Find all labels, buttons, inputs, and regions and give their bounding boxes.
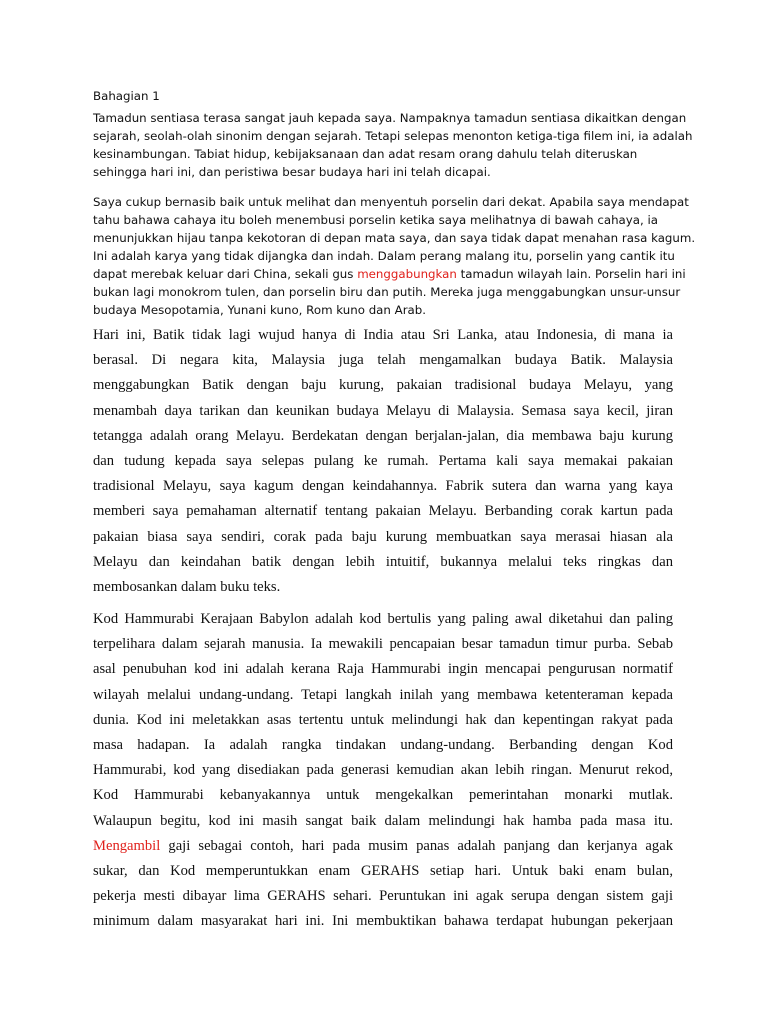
text-line: minimum dalam masyarakat hari ini. Ini membuktikan bahawa terdapat hubungan pekerjaan [93, 913, 673, 930]
text-run: gaji sebagai contoh, hari pada musim panas adalah panjang dan kerjanya agak [160, 837, 673, 854]
text-line: membosankan dalam buku teks. [93, 579, 281, 596]
text-line: masa hadapan. Ia adalah rangka tindakan undang-undang. Berbanding dengan Kod [93, 737, 673, 754]
text-line: Ini adalah karya yang tidak dijangka dan indah. Dalam perang malang itu, porselin yang cantik itu [93, 249, 675, 263]
text-line: Melayu dan keindahan batik dengan lebih intuitif, bukannya melalui teks ringkas dan [93, 553, 673, 570]
paragraph-porcelain [93, 193, 696, 319]
text-line: sejarah, seolah-olah sinonim dengan sejarah. Tetapi selepas menonton ketiga-tiga filem ini, ia adalah [93, 129, 693, 143]
section-heading: Bahagian 1 [93, 89, 160, 103]
text-line: Hari ini, Batik tidak lagi wujud hanya di India atau Sri Lanka, atau Indonesia, di mana ia [93, 327, 673, 343]
text-line: Walaupun begitu, kod ini masih sangat baik dalam melindungi hak hamba pada masa itu. [93, 812, 673, 829]
text-line: Kod Hammurabi kebanyakannya untuk mengekalkan pemerintahan monarki mutlak. [93, 787, 673, 804]
text-line: bukan lagi monokrom tulen, dan porselin biru dan putih. Mereka juga menggabungkan unsur-unsur [93, 285, 681, 299]
text-line: budaya Mesopotamia, Yunani kuno, Rom kuno dan Arab. [93, 303, 427, 317]
text-line: menunjukkan hijau tanpa kekotoran di depan mata saya, dan saya tidak dapat menahan rasa kagum. [93, 231, 696, 245]
text-line: pakaian biasa saya sendiri, corak pada baju kurung membuatkan saya merasai hiasan ala [93, 528, 673, 545]
text-line [93, 834, 673, 859]
text-line: menambah daya tarikan dan keunikan budaya Melayu di Malaysia. Semasa saya kecil, jiran [93, 402, 673, 419]
text-line: dunia. Kod ini meletakkan asas tertentu untuk melindungi hak dan kepentingan rakyat pada [93, 711, 673, 728]
text-line: Kod Hammurabi Kerajaan Babylon adalah kod bertulis yang paling awal diketahui dan paling [93, 611, 673, 627]
text-run: tamadun wilayah lain. Porselin hari ini [456, 267, 686, 281]
text-line: tahu bahawa cahaya itu boleh menembusi porselin ketika saya melihatnya di bawah cahaya, ia [93, 213, 659, 227]
text-line: pekerja mesti dibayar lima GERAHS sehari. Peruntukan ini agak serupa dengan sistem gaji [93, 888, 673, 905]
text-line: kesinambungan. Tabiat hidup, kebijaksanaan dan adat resam orang dahulu telah diteruskan [93, 147, 638, 161]
paragraph-hammurabi [93, 607, 673, 935]
highlighted-word: Mengambil [93, 837, 161, 854]
text-line: Hammurabi, kod yang disediakan pada generasi kemudian akan lebih ringan. Menurut rekod, [93, 762, 673, 779]
text-line: sukar, dan Kod memperuntukkan enam GERAHS setiap hari. Untuk baki enam bulan, [93, 863, 673, 880]
text-line: asal penubuhan kod ini adalah kerana Raja Hammurabi ingin mencapai pengurusan normatif [93, 661, 673, 678]
text-line: Tamadun sentiasa terasa sangat jauh kepada saya. Nampaknya tamadun sentiasa dikaitkan dengan [93, 111, 687, 125]
highlighted-word: menggabungkan [357, 267, 457, 281]
text-line: Saya cukup bernasib baik untuk melihat dan menyentuh porselin dari dekat. Apabila saya mendapat [93, 195, 689, 209]
text-line: menggabungkan Batik dengan baju kurung, pakaian tradisional budaya Melayu, yang [93, 377, 673, 394]
text-line: tetangga adalah orang Melayu. Berdekatan dengan berjalan-jalan, dia membawa baju kurung [93, 427, 673, 444]
text-line: memberi saya pemahaman alternatif tentang pakaian Melayu. Berbanding corak kartun pada [93, 503, 673, 520]
text-line: dan tudung kepada saya selepas pulang ke rumah. Pertama kali saya memakai pakaian [93, 453, 673, 470]
paragraph-batik [93, 323, 673, 600]
paragraph-civilization-intro [93, 109, 693, 181]
text-line: tradisional Melayu, saya kagum dengan keindahannya. Fabrik sutera dan warna yang kaya [93, 478, 673, 495]
text-line: sehingga hari ini, dan peristiwa besar budaya hari ini telah dicapai. [93, 165, 491, 179]
text-line: berasal. Di negara kita, Malaysia juga telah mengamalkan budaya Batik. Malaysia [93, 352, 673, 369]
text-line: wilayah melalui undang-undang. Tetapi langkah inilah yang membawa ketenteraman kepada [93, 686, 673, 703]
text-line: terpelihara dalam sejarah manusia. Ia mewakili pencapaian besar tamadun timur purba. Sebab [93, 636, 673, 653]
text-run: dapat merebak keluar dari China, sekali gus [93, 267, 358, 281]
text-line [93, 265, 686, 283]
